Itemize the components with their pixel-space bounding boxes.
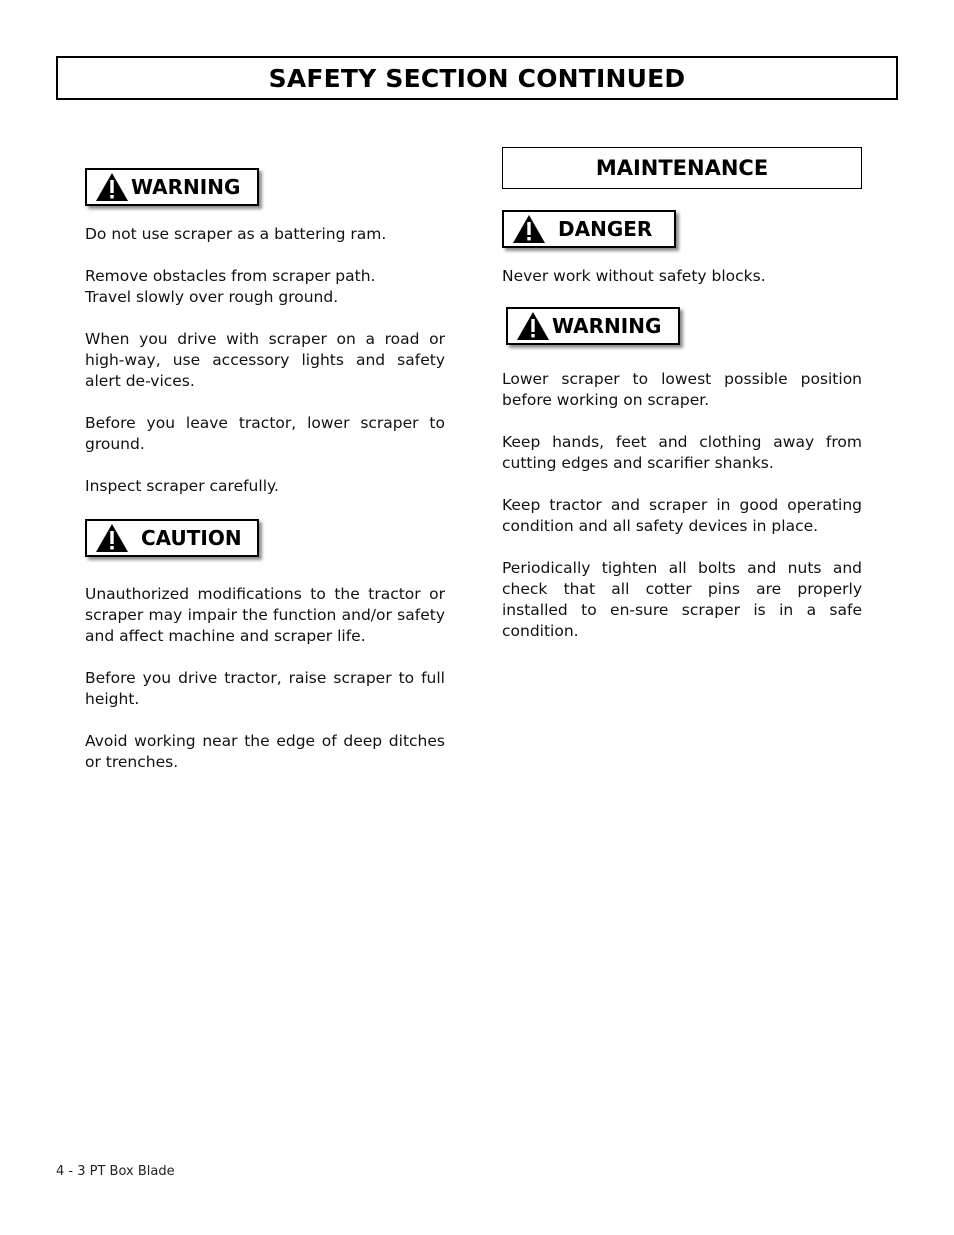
paragraph: Do not use scraper as a battering ram. xyxy=(85,225,387,243)
paragraph: Remove obstacles from scraper path. xyxy=(85,267,376,285)
warning-label-text: WARNING xyxy=(131,174,241,199)
left-column xyxy=(85,168,445,773)
paragraph: Lower scraper to lowest possible position before working on scraper. xyxy=(502,370,862,409)
right-column xyxy=(502,147,862,642)
caution-label xyxy=(85,519,259,557)
warning-label-text: WARNING xyxy=(552,313,662,338)
paragraph: Before you drive tractor, raise scraper to full height. xyxy=(85,669,445,708)
warning-triangle-icon xyxy=(95,172,129,202)
caution-label-text: CAUTION xyxy=(141,525,242,550)
paragraph-group xyxy=(85,266,445,308)
paragraph: Avoid working near the edge of deep ditches or trenches. xyxy=(85,732,445,771)
paragraph: Before you leave tractor, lower scraper to ground. xyxy=(85,414,445,453)
warning-label xyxy=(506,307,680,345)
page-footer: 4 - 3 PT Box Blade xyxy=(56,1164,175,1179)
paragraph: Periodically tighten all bolts and nuts and check that all cotter pins are properly installed to en-sure scraper is in a safe condition. xyxy=(502,559,862,640)
paragraph: Never work without safety blocks. xyxy=(502,267,766,285)
paragraph: Unauthorized modifications to the tractor or scraper may impair the function and/or safety and affect machine and scraper life. xyxy=(85,585,445,645)
paragraph: Travel slowly over rough ground. xyxy=(85,288,339,306)
warning-triangle-icon xyxy=(516,311,550,341)
page-title: SAFETY SECTION CONTINUED xyxy=(56,56,898,100)
paragraph: Keep hands, feet and clothing away from cutting edges and scarifier shanks. xyxy=(502,433,862,472)
danger-label-text: DANGER xyxy=(558,216,653,241)
paragraph: When you drive with scraper on a road or high-way, use accessory lights and safety alert de-vices. xyxy=(85,330,445,390)
paragraph: Keep tractor and scraper in good operating condition and all safety devices in place. xyxy=(502,496,862,535)
danger-label xyxy=(502,210,676,248)
warning-label xyxy=(85,168,259,206)
warning-triangle-icon xyxy=(512,214,546,244)
paragraph: Inspect scraper carefully. xyxy=(85,477,279,495)
warning-triangle-icon xyxy=(95,523,129,553)
maintenance-section-title: MAINTENANCE xyxy=(502,147,862,189)
